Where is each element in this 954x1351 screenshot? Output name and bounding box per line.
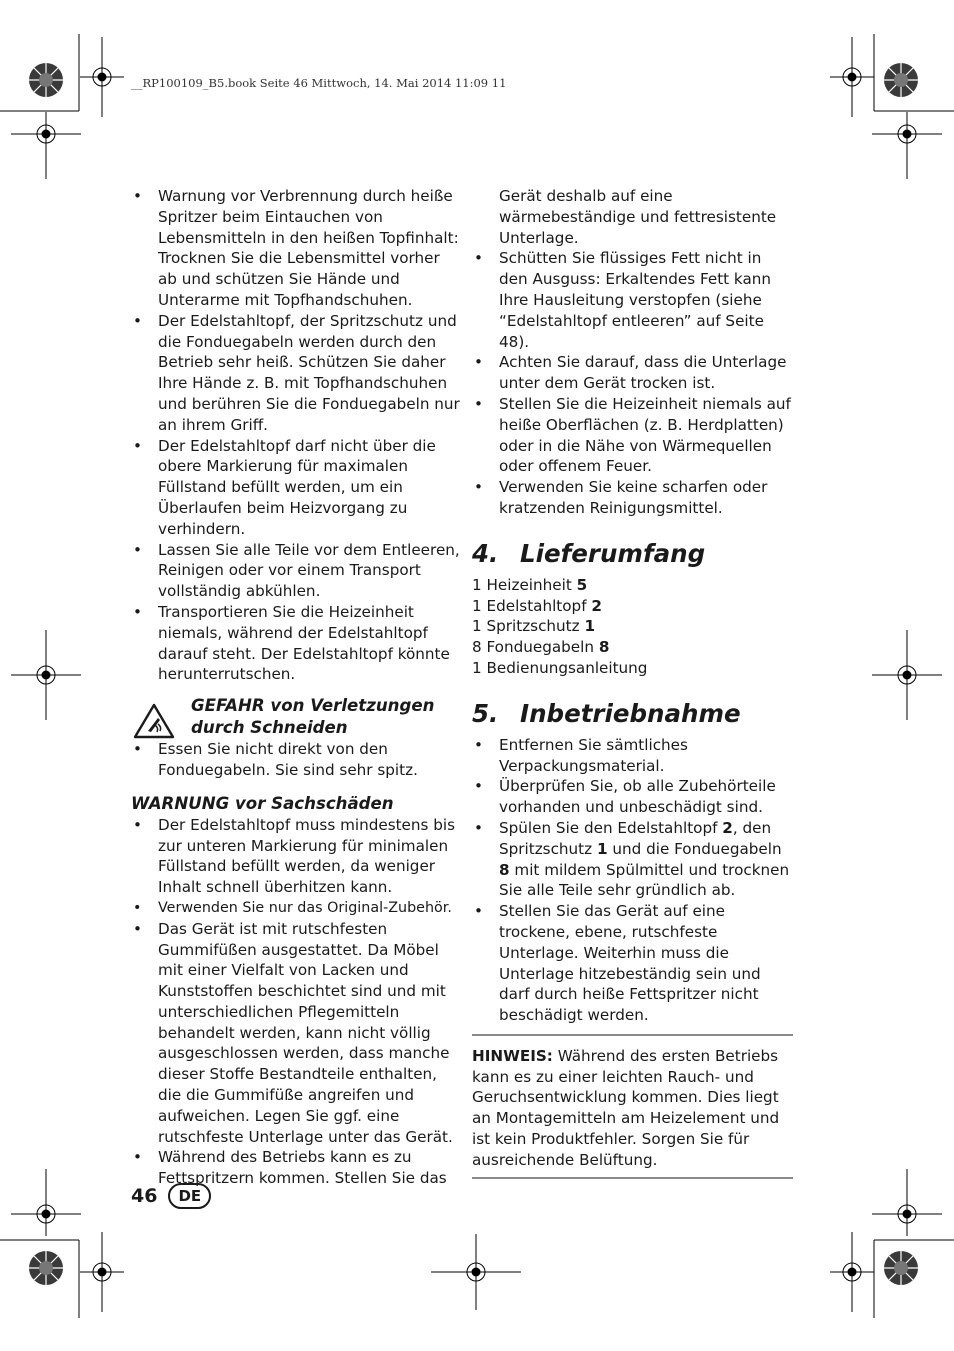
list-item: • Das Gerät ist mit rutschfesten Gummifüßen ausgestattet. Da Möbel mit einer Vielfalt von Lacken und Kunststoffen beschichtet sind und mit unterschiedlichen Pflegemitteln behandelt werden, kann nicht völlig ausgeschlossen werden, dass manche dieser Stoffe Bestandteile enthalten, die die Gummifüße angreifen und aufweichen. Legen Sie ggf. eine rutschfeste Unterlage unter das Gerät. bbox=[131, 919, 461, 1148]
delivery-item: 1 Bedienungsanleitung bbox=[472, 658, 648, 677]
list-item: • Lassen Sie alle Teile vor dem Entleeren, Reinigen oder vor einem Transport vollständig abkühlen. bbox=[131, 540, 461, 602]
list-item: • Der Edelstahltopf muss mindestens bis zur unteren Markierung für minimalen Füllstand befüllt werden, da weniger Inhalt schnell überhitzen kann. bbox=[131, 815, 461, 898]
list-item: • Schütten Sie flüssiges Fett nicht in den Ausguss: Erkaltendes Fett kann Ihre Hausleitung verstopfen (siehe “Edelstahltopf entleeren” auf Seite 48). bbox=[472, 248, 794, 352]
delivery-item: 1 Edelstahltopf 2 bbox=[472, 596, 602, 615]
left-column bbox=[131, 186, 461, 1189]
print-header: __RP100109_B5.book Seite 46 Mittwoch, 14. Mai 2014 11:09 11 bbox=[131, 76, 507, 90]
startup-list bbox=[472, 735, 794, 1026]
list-item: • Verwenden Sie keine scharfen oder kratzenden Reinigungsmittel. bbox=[472, 477, 794, 519]
right-column bbox=[472, 186, 794, 1179]
list-item: • Stellen Sie die Heizeinheit niemals auf heiße Oberflächen (z. B. Herdplatten) oder in die Nähe von Wärmequellen oder offenem Feuer. bbox=[472, 394, 794, 477]
page-footer bbox=[131, 1183, 211, 1209]
page-number: 46 bbox=[131, 1185, 158, 1207]
list-item: • Achten Sie darauf, dass die Unterlage unter dem Gerät trocken ist. bbox=[472, 352, 794, 394]
language-badge: DE bbox=[168, 1183, 211, 1209]
continued-text: Gerät deshalb auf eine wärmebeständige und fettresistente Unterlage. bbox=[499, 187, 777, 247]
list-item: • Essen Sie nicht direkt von den Fonduegabeln. Sie sind sehr spitz. bbox=[131, 739, 461, 781]
danger-box bbox=[131, 695, 461, 739]
list-item: • Spülen Sie den Edelstahltopf 2, den Spritzschutz 1 und die Fonduegabeln 8 mit mildem Spülmittel und trocknen Sie alle Teile sehr gründlich ab. bbox=[472, 818, 794, 901]
warning-list bbox=[131, 815, 461, 1189]
note-box bbox=[472, 1034, 793, 1179]
list-item: • Während des Betriebs kann es zu Fettspritzern kommen. Stellen Sie das bbox=[131, 1147, 461, 1189]
list-item: • Warnung vor Verbrennung durch heiße Spritzer beim Eintauchen von Lebensmitteln in den heißen Topfinhalt: Trocknen Sie die Lebensmittel vorher ab und schützen Sie Hände und Unterarme mit Topfhandschuhen. bbox=[131, 186, 461, 311]
list-item: • Überprüfen Sie, ob alle Zubehörteile vorhanden und unbeschädigt sind. bbox=[472, 776, 794, 818]
note-text: Während des ersten Betriebs kann es zu einer leichten Rauch- und Geruchsentwicklung kommen. Dies liegt an Montagemitteln am Heizelement und ist kein Produktfehler. Sorgen Sie für ausreichende Belüftung. bbox=[472, 1046, 780, 1169]
delivery-item: 1 Heizeinheit 5 bbox=[472, 575, 588, 594]
list-item: • Entfernen Sie sämtliches Verpackungsmaterial. bbox=[472, 735, 794, 777]
list-item: • Der Edelstahltopf darf nicht über die obere Markierung für maximalen Füllstand befüllt werden, um ein Überlaufen beim Heizvorgang zu verhindern. bbox=[131, 436, 461, 540]
note-label: HINWEIS: bbox=[472, 1046, 553, 1065]
section-heading-inbetriebnahme: 5. Inbetriebnahme bbox=[472, 698, 741, 728]
list-item: • Der Edelstahltopf, der Spritzschutz und die Fonduegabeln werden durch den Betrieb sehr heiß. Schützen Sie daher Ihre Hände z. B. mit Topfhandschuhen und berühren Sie die Fonduegabeln nur an ihrem Griff. bbox=[131, 311, 461, 436]
delivery-list bbox=[472, 575, 794, 679]
warning-heading: WARNUNG vor Sachschäden bbox=[131, 793, 394, 813]
list-item: • Stellen Sie das Gerät auf eine trockene, ebene, rutschfeste Unterlage. Weiterhin muss die Unterlage hitzebeständig sein und darf durch heiße Fettspritzer nicht beschädigt werden. bbox=[472, 901, 794, 1026]
delivery-item: 1 Spritzschutz 1 bbox=[472, 617, 596, 636]
safety-list bbox=[131, 186, 461, 685]
list-item: • Verwenden Sie nur das Original-Zubehör. bbox=[131, 898, 461, 919]
list-item: • Transportieren Sie die Heizeinheit niemals, während der Edelstahltopf darauf steht. Der Edelstahltopf könnte herunterrutschen. bbox=[131, 602, 461, 685]
danger-list bbox=[131, 739, 461, 781]
danger-heading: GEFAHR von Verletzungen durch Schneiden bbox=[191, 696, 435, 738]
cut-hazard-icon bbox=[133, 703, 175, 739]
delivery-item: 8 Fonduegabeln 8 bbox=[472, 638, 610, 657]
section-heading-lieferumfang: 4. Lieferumfang bbox=[472, 538, 706, 568]
safety-list-continued bbox=[472, 248, 794, 518]
